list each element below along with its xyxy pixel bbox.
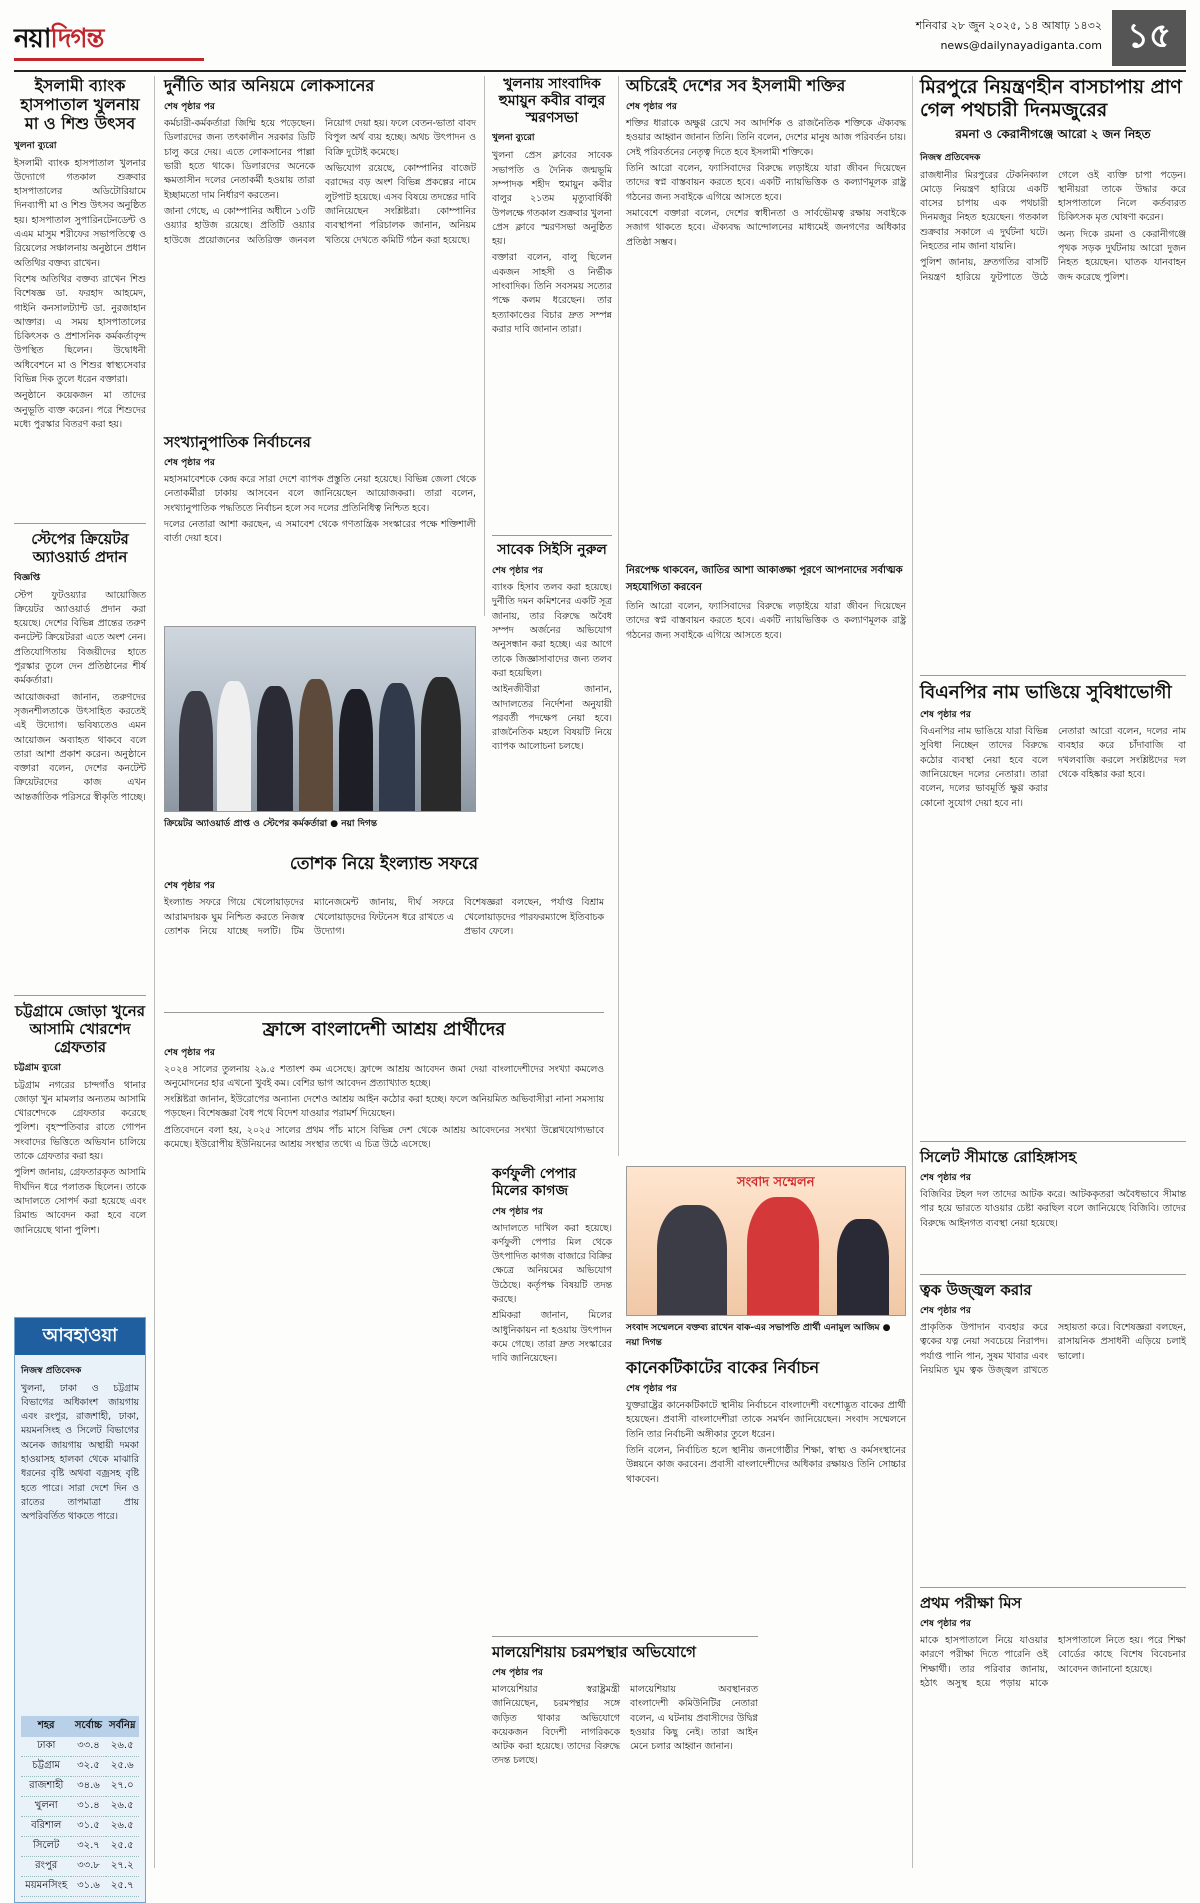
headline: মালয়েশিয়ায় চরমপন্থার অভিযোগে bbox=[492, 1643, 696, 1661]
column-center-left bbox=[164, 76, 476, 616]
headline: কর্ণফুলী পেপার মিলের কাগজ bbox=[492, 1166, 577, 1199]
article-body: ২০২৪ সালের তুলনায় ২৯.৫ শতাংশ কম এসেছে। ফ্রান্সে আশ্রয় আবেদন জমা দেয়া বাংলাদেশীদের সংখ্যা কমলেও অনুমোদনের হার এখনো খুবই কম। বেশির ভাগ আবেদন প্রত্যাখ্যাত হচ্ছে। সংশ্লিষ্টরা জানান, ইউরোপের অন্যান্য দেশেও আশ্রয় আইন কঠোর করা হচ্ছে। ফলে অনিয়মিত অভিবাসীরা নানা সমস্যায় পড়ছেন। বিশেষজ্ঞরা বৈধ পথে বিদেশ যাওয়ার পরামর্শ দিয়েছেন। প্রতিবেদনে বলা হয়, ২০২৫ সালের প্রথম পাঁচ মাসে বিভিন্ন দেশ থেকে আশ্রয় আবেদনের সংখ্যা উল্লেখযোগ্যভাবে কমেছে। ইউরোপীয় ইউনিয়নের আশ্রয় সংস্থার তথ্যে এ চিত্র উঠে এসেছে। bbox=[164, 1063, 604, 1151]
table-row: রাজশাহী ৩৪.৬ ২৭.০ bbox=[21, 1776, 139, 1796]
subhead: নিরপেক্ষ থাকবেন, জাতির আশা আকাঙ্ক্ষা পূরণে আপনাদের সর্বাত্মক সহযোগিতা করবেন bbox=[626, 565, 903, 594]
kicker: শেষ পৃষ্ঠার পর bbox=[164, 1047, 215, 1058]
headline: সিলেট সীমান্তে রোহিঙ্গাসহ bbox=[920, 1148, 1077, 1167]
column-left bbox=[14, 76, 146, 1891]
banner-text: সংবাদ সম্মেলন bbox=[737, 1175, 815, 1190]
story-election bbox=[164, 433, 476, 633]
article-body: খুলনা প্রেস ক্লাবের সাবেক সভাপতি ও দৈনিক জন্মভূমি সম্পাদক শহীদ হুমায়ুন কবীর বালুর ২১তম মৃত্যুবার্ষিকী উপলক্ষে গতকাল শুক্রবার খুলনা প্রেস ক্লাবে স্মরণসভা অনুষ্ঠিত হয়। বক্তারা বলেন, বালু ছিলেন একজন সাহসী ও নির্ভীক সাংবাদিক। তিনি সবসময় সত্যের পক্ষে কলম ধরেছেন। তার হত্যাকাণ্ডের বিচার দ্রুত সম্পন্ন করার দাবি জানান তারা। bbox=[492, 150, 612, 335]
headline: খুলনায় সাংবাদিক হুমায়ুন কবীর বালুর স্মরণসভা bbox=[498, 76, 606, 126]
award-photo-block bbox=[164, 626, 476, 846]
story-hospital bbox=[14, 76, 146, 517]
byline: বিজ্ঞপ্তি bbox=[14, 572, 41, 583]
article-body: বিএনপির নাম ভাঙিয়ে যারা বিভিন্ন সুবিধা নিচ্ছেন তাদের বিরুদ্ধে কঠোর ব্যবস্থা নেয়া হবে বলে জানিয়েছেন দলের নেতারা। তারা বলেন, দলের ভাবমূর্তি ক্ষুণ্ণ করার কোনো সুযোগ দেয়া হবে না। নেতারা আরো বলেন, দলের নাম ব্যবহার করে চাঁদাবাজি বা দখলবাজি করলে সংশ্লিষ্টদের দল থেকে বহিষ্কার করা হবে। bbox=[920, 726, 1186, 809]
article-body: ব্যাংক হিসাব তলব করা হয়েছে। দুর্নীতি দমন কমিশনের একটি সূত্র জানায়, তার বিরুদ্ধে অবৈধ সম্পদ অর্জনের অভিযোগ অনুসন্ধান করা হচ্ছে। এর আগে তাকে জিজ্ঞাসাবাদের জন্য তলব করা হয়েছিল। আইনজীবীরা জানান, আদালতের নির্দেশনা অনুযায়ী পরবর্তী পদক্ষেপ নেয়া হবে। রাজনৈতিক মহলে বিষয়টি নিয়ে ব্যাপক আলোচনা চলছে। bbox=[492, 582, 612, 753]
article-body: চট্টগ্রাম নগরের চান্দগাঁও থানার জোড়া খুন মামলার অন্যতম আসামি খোরশেদকে গ্রেফতার করেছে পুলিশ। বৃহস্পতিবার রাতে গোপন সংবাদের ভিত্তিতে অভিযান চালিয়ে তাকে গ্রেফতার করা হয়। পুলিশ জানায়, গ্রেফতারকৃত আসামি দীর্ঘদিন ধরে পলাতক ছিলেন। তাকে আদালতে সোপর্দ করা হয়েছে এবং রিমান্ড আবেদন করা হবে বলে জানিয়েছে থানা পুলিশ। bbox=[14, 1079, 146, 1236]
story-islamic-forces bbox=[626, 76, 906, 1156]
story-bnp bbox=[920, 682, 1186, 1136]
press-photo bbox=[626, 1166, 906, 1316]
newspaper-logo: নয়াদিগন্ত bbox=[14, 24, 104, 54]
kicker: শেষ পৃষ্ঠার পর bbox=[492, 566, 543, 577]
story-creator-award bbox=[14, 530, 146, 989]
photo-caption: ক্রিয়েটর অ্যাওয়ার্ড প্রাপ্ত ও স্টেপের কর্মকর্তারা ● নয়া দিগন্ত bbox=[164, 819, 378, 829]
headline: বিএনপির নাম ভাঙিয়ে সুবিধাভোগী bbox=[920, 681, 1172, 703]
article-body: মহাসমাবেশকে কেন্দ্র করে সারা দেশে ব্যাপক প্রস্তুতি নেয়া হয়েছে। বিভিন্ন জেলা থেকে নেতাকর্মীরা ঢাকায় আসবেন বলে জানিয়েছেন আয়োজকরা। তারা বলেন, সংখ্যানুপাতিক পদ্ধতিতে নির্বাচন হলে সব দলের প্রতিনিধিত্ব নিশ্চিত হবে। দলের নেতারা আশা করছেন, এ সমাবেশ থেকে গণতান্ত্রিক সংস্কারের পক্ষে শক্তিশালী বার্তা দেয়া হবে। bbox=[164, 474, 476, 545]
kicker: শেষ পৃষ্ঠার পর bbox=[164, 102, 215, 113]
table-row: বরিশাল ৩১.৫ ২৬.৫ bbox=[21, 1816, 139, 1836]
article-grid bbox=[14, 76, 1186, 1891]
weather-title: আবহাওয়া bbox=[15, 1318, 145, 1355]
column-divider bbox=[912, 76, 913, 1868]
article-body: আদালতে দাখিল করা হয়েছে। কর্ণফুলী পেপার মিল থেকে উৎপাদিত কাগজ বাজারে বিক্রির ক্ষেত্রে অনিয়মের অভিযোগ উঠেছে। কর্তৃপক্ষ বিষয়টি তদন্ত করছে। শ্রমিকরা জানান, মিলের আধুনিকায়ন না হওয়ায় উৎপাদন কমে গেছে। তারা দ্রুত সংস্কারের দাবি জানিয়েছেন। bbox=[492, 1222, 612, 1365]
subheadline: রমনা ও কেরানীগঞ্জে আরো ২ জন নিহত bbox=[955, 126, 1151, 141]
dateline-block bbox=[916, 16, 1102, 56]
weather-box bbox=[14, 1317, 146, 1903]
article-body: বিজিবির টহল দল তাদের আটক করে। আটককৃতরা অবৈধভাবে সীমান্ত পার হয়ে ভারতে যাওয়ার চেষ্টা করছিল বলে জানিয়েছে বিজিবি। তাদের বিরুদ্ধে আইনগত ব্যবস্থা নেয়া হয়েছে। bbox=[920, 1189, 1186, 1229]
article-body: শক্তির ধারাকে অক্ষুণ্ণ রেখে সব আদর্শিক ও রাজনৈতিক শক্তিকে ঐক্যবদ্ধ হওয়ার আহ্বান জানান তিনি। তিনি বলেন, দেশের মানুষ আজ পরিবর্তন চায়। সেই পরিবর্তনের নেতৃত্ব দিতে হবে ইসলামী শক্তিকে। তিনি আরো বলেন, ফ্যাসিবাদের বিরুদ্ধে লড়াইয়ে যারা জীবন দিয়েছেন তাদের স্বপ্ন বাস্তবায়ন করতে হবে। একটি ন্যায়ভিত্তিক ও কল্যাণমূলক রাষ্ট্র গঠনের জন্য সবাইকে এগিয়ে আসতে হবে। সমাবেশে বক্তারা বলেন, দেশের স্বাধীনতা ও সার্বভৌমত্ব রক্ষায় সবাইকে সজাগ থাকতে হবে। ঐক্যবদ্ধ আন্দোলনের মাধ্যমেই জনগণের অধিকার প্রতিষ্ঠা সম্ভব। bbox=[626, 118, 906, 248]
page-number: ১৫ bbox=[1112, 10, 1186, 66]
story-skin bbox=[920, 1281, 1186, 1581]
story-malaysia bbox=[492, 1636, 758, 1868]
logo-underline bbox=[14, 58, 204, 61]
kicker: শেষ পৃষ্ঠার পর bbox=[164, 458, 215, 469]
story-rohingya bbox=[920, 1148, 1186, 1268]
headline: দুর্নীতি আর অনিয়মে লোকসানের bbox=[164, 76, 375, 95]
story-exam bbox=[920, 1594, 1186, 1804]
article-body: মালয়েশিয়ার স্বরাষ্ট্রমন্ত্রী জানিয়েছেন, চরমপন্থার সঙ্গে জড়িত থাকার অভিযোগে কয়েকজন বিদেশী নাগরিককে আটক করা হয়েছে। তাদের বিরুদ্ধে তদন্ত চলছে। মালয়েশিয়ায় অবস্থানরত বাংলাদেশী কমিউনিটির নেতারা বলেন, এ ঘটনায় প্রবাসীদের উদ্বিগ্ন হওয়ার কিছু নেই। তারা আইন মেনে চলার আহ্বান জানান। bbox=[492, 1684, 758, 1767]
table-row: খুলনা ৩১.৪ ২৬.৫ bbox=[21, 1796, 139, 1816]
story-khulna-journalist bbox=[492, 76, 612, 529]
dateline: শনিবার ২৮ জুন ২০২৫, ১৪ আষাঢ় ১৪৩২ bbox=[915, 19, 1102, 32]
kicker: শেষ পৃষ্ঠার পর bbox=[920, 1306, 971, 1317]
headline: স্টেপের ক্রিয়েটর অ্যাওয়ার্ড প্রদান bbox=[31, 529, 129, 566]
press-block bbox=[626, 1166, 906, 1636]
kicker: শেষ পৃষ্ঠার পর bbox=[492, 1668, 543, 1678]
award-photo bbox=[164, 626, 476, 812]
column-divider bbox=[618, 76, 619, 1156]
article-body: ইসলামী ব্যাংক হাসপাতাল খুলনার উদ্যোগে গতকাল শুক্রবার হাসপাতালের অডিটোরিয়ামে দিনব্যাপী মা ও শিশু উৎসব অনুষ্ঠিত হয়। হাসপাতাল সুপারিনটেনডেন্ট ও এএম মাসুম শরীফের সভাপতিত্বে ও রিয়েলের সঞ্চালনায় অনুষ্ঠানে প্রধান অতিথির বক্তব্য রাখেন। বিশেষ অতিথির বক্তব্য রাখেন শিশু বিশেষজ্ঞ ডা. ফরহাদ আহমেদ, গাইনি কনসালট্যান্ট ডা. নুরজাহান আক্তার। এ সময় হাসপাতালের চিকিৎসক ও প্রশাসনিক কর্মকর্তাবৃন্দ উপস্থিত ছিলেন। উদ্বোধনী অধিবেশনে মা ও শিশুর স্বাস্থ্যসেবার বিভিন্ন দিক তুলে ধরেন বক্তারা। অনুষ্ঠানে কয়েকজন মা তাদের অনুভূতি ব্যক্ত করেন। পরে শিশুদের মধ্যে পুরস্কার বিতরণ করা হয়। bbox=[14, 157, 146, 430]
weather-table: শহর সর্বোচ্চ সর্বনিম্ন ঢাকা ৩৩.৪ ২৬.৫ চট্টগ্রাম ৩২.৫ ২৫.৬ রাজশাহী ৩৪.৬ ২৭.০ খুলনা ৩১.৪ ২৬.৫ বরিশাল ৩১.৫ ২৬.৫ সিলেট ৩২.৭ ২৫.৫ রংপুর ৩৩.৮ ২৭.২ ময়মনসিংহ ৩১.৬ ২৫.৭ bbox=[21, 1716, 139, 1897]
article-body: মাকে হাসপাতালে নিয়ে যাওয়ার কারণে পরীক্ষা দিতে পারেনি ওই শিক্ষার্থী। তার পরিবার জানায়, হঠাৎ অসুস্থ হয়ে পড়ায় মাকে হাসপাতালে নিতে হয়। পরে শিক্ষা বোর্ডের কাছে বিশেষ বিবেচনার আবেদন জানানো হয়েছে। bbox=[920, 1635, 1186, 1690]
story-chattogram bbox=[14, 1002, 146, 1309]
table-row: ময়মনসিংহ ৩১.৬ ২৫.৭ bbox=[21, 1876, 139, 1896]
kicker: শেষ পৃষ্ঠার পর bbox=[626, 1384, 677, 1395]
byline: খুলনা ব্যুরো bbox=[14, 140, 57, 151]
kicker: শেষ পৃষ্ঠার পর bbox=[626, 102, 677, 113]
story-lokshan bbox=[164, 76, 476, 427]
headline: ত্বক উজ্জ্বল করার bbox=[920, 1281, 1032, 1300]
masthead bbox=[14, 10, 1186, 72]
weather-text: খুলনা, ঢাকা ও চট্টগ্রাম বিভাগের অধিকাংশ জায়গায় এবং রংপুর, রাজশাহী, ঢাকা, ময়মনসিংহ ও সিলেট বিভাগের অনেক জায়গায় অস্থায়ী দমকা হাওয়াসহ হালকা থেকে মাঝারি ধরনের বৃষ্টি অথবা বজ্রসহ বৃষ্টি হতে পারে। সারা দেশে দিন ও রাতের তাপমাত্রা প্রায় অপরিবর্তিত থাকতে পারে। bbox=[21, 1382, 139, 1523]
headline: ফ্রান্সে বাংলাদেশী আশ্রয় প্রার্থীদের bbox=[262, 1019, 506, 1040]
headline: মিরপুরে নিয়ন্ত্রণহীন বাসচাপায় প্রাণ গেল পথচারী দিনমজুরের bbox=[920, 76, 1182, 121]
table-row: সিলেট ৩২.৭ ২৫.৫ bbox=[21, 1836, 139, 1856]
article-body: যুক্তরাষ্ট্রের কানেকটিকাটে স্থানীয় নির্বাচনে বাংলাদেশী বংশোদ্ভূত বাকের প্রার্থী হয়েছেন। প্রবাসী বাংলাদেশীরা তাকে সমর্থন জানিয়েছেন। সংবাদ সম্মেলনে তিনি তার নির্বাচনী অঙ্গীকার তুলে ধরেন। তিনি বলেন, নির্বাচিত হলে স্থানীয় জনগোষ্ঠীর শিক্ষা, স্বাস্থ্য ও কর্মসংস্থানের উন্নয়নে কাজ করবেন। প্রবাসী বাংলাদেশীদের অধিকার রক্ষায়ও তিনি সোচ্চার থাকবেন। bbox=[626, 1400, 906, 1485]
kicker: শেষ পৃষ্ঠার পর bbox=[492, 1206, 543, 1217]
headline: প্রথম পরীক্ষা মিস bbox=[920, 1594, 1022, 1613]
column-right bbox=[920, 76, 1186, 1868]
byline: নিজস্ব প্রতিবেদক bbox=[21, 1365, 82, 1376]
article-body: কর্মচারী-কর্মকর্তারা জিম্মি হয়ে পড়েছেন। ডিলারদের জন্য তৎকালীন সরকার ডিটি চালু করে দেয়। এতে লোকসানের পাল্লা ভারী হতে থাকে। ডিলারদের অনেকে ক্ষমতাসীন দলের নেতাকর্মী হওয়ায় তারা ইচ্ছামতো দাম নির্ধারণ করতেন। জানা গেছে, এ কোম্পানির অধীনে ১৩টি ওয়্যার হাউজ রয়েছে। প্রতিটি ওয়্যার হাউজে প্রয়োজনের অতিরিক্ত জনবল নিয়োগ দেয়া হয়। ফলে বেতন-ভাতা বাবদ বিপুল অর্থ ব্যয় হচ্ছে। অথচ উৎপাদন ও বিক্রি দুটোই কমেছে। অভিযোগ রয়েছে, কোম্পানির বাজেট বরাদ্দের বড় অংশ বিভিন্ন প্রকল্পের নামে লুটপাট হয়েছে। এসব বিষয়ে তদন্তের দাবি জানিয়েছেন সংশ্লিষ্টরা। কোম্পানির ব্যবস্থাপনা পরিচালক জানান, অনিয়ম খতিয়ে দেখতে কমিটি গঠন করা হয়েছে। bbox=[164, 118, 477, 246]
headline: ইসলামী ব্যাংক হাসপাতাল খুলনায় মা ও শিশু উৎসব bbox=[20, 76, 140, 134]
article-body: প্রাকৃতিক উপাদান ব্যবহার করে ত্বকের যত্ন নেয়া সবচেয়ে নিরাপদ। পর্যাপ্ত পানি পান, সুষম খাবার এবং নিয়মিত ঘুম ত্বক উজ্জ্বল রাখতে সহায়তা করে। বিশেষজ্ঞরা বলছেন, রাসায়নিক প্রসাধনী এড়িয়ে চলাই ভালো। bbox=[920, 1322, 1186, 1377]
photo-caption: সংবাদ সম্মেলনে বক্তব্য রাখেন বাক-এর সভাপতি প্রার্থী এনামুল আজিম ● নয়া দিগন্ত bbox=[626, 1323, 891, 1348]
article-body: ইংল্যান্ড সফরে গিয়ে খেলোয়াড়দের আরামদায়ক ঘুম নিশ্চিত করতে নিজস্ব তোশক নিয়ে যাচ্ছে দলটি। টিম ম্যানেজমেন্ট জানায়, দীর্ঘ সফরে খেলোয়াড়দের ফিটনেস ধরে রাখতে এ উদ্যোগ। বিশেষজ্ঞরা বলছেন, পর্যাপ্ত বিশ্রাম খেলোয়াড়দের পারফরম্যান্সে ইতিবাচক প্রভাব ফেলে। bbox=[164, 897, 604, 937]
story-mirpur bbox=[920, 76, 1186, 669]
article-body-continued: তিনি আরো বলেন, ফ্যাসিবাদের বিরুদ্ধে লড়াইয়ে যারা জীবন দিয়েছেন তাদের স্বপ্ন বাস্তবায়ন করতে হবে। একটি ন্যায়ভিত্তিক ও কল্যাণমূলক রাষ্ট্র গঠনের জন্য সবাইকে এগিয়ে আসতে হবে। bbox=[626, 601, 906, 641]
table-row: ঢাকা ৩৩.৪ ২৬.৫ bbox=[21, 1737, 139, 1757]
byline: চট্টগ্রাম ব্যুরো bbox=[14, 1062, 61, 1073]
headline: কানেকটিকাটের বাকের নির্বাচন bbox=[626, 1358, 820, 1377]
kicker: শেষ পৃষ্ঠার পর bbox=[164, 881, 215, 892]
story-mattress bbox=[164, 854, 604, 1004]
column-divider bbox=[484, 76, 485, 616]
website: news@dailynayadiganta.com bbox=[940, 39, 1102, 52]
byline: খুলনা ব্যুরো bbox=[492, 133, 535, 144]
article-body: রাজধানীর মিরপুরের টেকনিক্যাল মোড়ে নিয়ন্ত্রণ হারিয়ে একটি বাসের চাপায় এক পথচারী দিনমজুর নিহত হয়েছেন। গতকাল শুক্রবার সকালে এ দুর্ঘটনা ঘটে। নিহতের নাম জানা যায়নি। পুলিশ জানায়, দ্রুতগতির বাসটি নিয়ন্ত্রণ হারিয়ে ফুটপাতে উঠে গেলে ওই ব্যক্তি চাপা পড়েন। স্থানীয়রা তাকে উদ্ধার করে হাসপাতালে নিলে কর্তব্যরত চিকিৎসক মৃত ঘোষণা করেন। অন্য দিকে রমনা ও কেরানীগঞ্জে পৃথক সড়ক দুর্ঘটনায় আরো দুজন নিহত হয়েছেন। ঘাতক যানবাহন জব্দ করেছে পুলিশ। bbox=[920, 169, 1186, 283]
headline: তোশক নিয়ে ইংল্যান্ড সফরে bbox=[289, 854, 479, 874]
headline: চট্টগ্রামে জোড়া খুনের আসামি খোরশেদ গ্রেফতার bbox=[15, 1001, 145, 1056]
headline: অচিরেই দেশের সব ইসলামী শক্তির bbox=[626, 76, 846, 95]
kicker: শেষ পৃষ্ঠার পর bbox=[920, 1619, 971, 1630]
column-divider bbox=[154, 76, 155, 1868]
kicker: শেষ পৃষ্ঠার পর bbox=[920, 710, 971, 721]
kicker: শেষ পৃষ্ঠার পর bbox=[920, 1173, 971, 1184]
headline: সংখ্যানুপাতিক নির্বাচনের bbox=[164, 433, 311, 452]
byline: নিজস্ব প্রতিবেদক bbox=[920, 152, 981, 163]
table-row: চট্টগ্রাম ৩২.৫ ২৫.৬ bbox=[21, 1756, 139, 1776]
table-row: রংপুর ৩৩.৮ ২৭.২ bbox=[21, 1856, 139, 1876]
headline: সাবেক সিইসি নুরুল bbox=[497, 542, 607, 559]
article-body: স্টেপ ফুটওয়্যার আয়োজিত ক্রিয়েটর অ্যাওয়ার্ড প্রদান করা হয়েছে। দেশের বিভিন্ন প্রান্তের তরুণ কনটেন্ট ক্রিয়েটররা এতে অংশ নেন। প্রতিযোগিতায় বিজয়ীদের হাতে পুরস্কার তুলে দেন প্রতিষ্ঠানের শীর্ষ কর্মকর্তারা। আয়োজকরা জানান, তরুণদের সৃজনশীলতাকে উৎসাহিত করতেই এই উদ্যোগ। ভবিষ্যতেও এমন আয়োজন অব্যাহত থাকবে বলে তারা আশা প্রকাশ করেন। অনুষ্ঠানে বক্তারা বলেন, দেশের কনটেন্ট ক্রিয়েটরদের কাজ এখন আন্তর্জাতিক পরিসরে স্বীকৃতি পাচ্ছে। bbox=[14, 589, 146, 803]
